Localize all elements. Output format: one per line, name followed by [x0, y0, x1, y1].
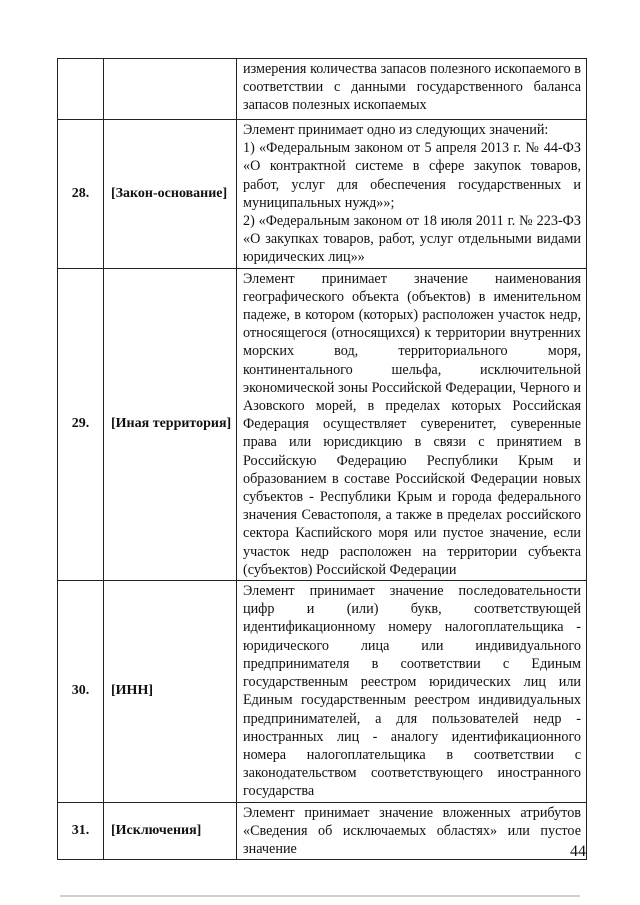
row-name: [ИНН] — [104, 581, 237, 802]
description-paragraph: 2) «Федеральным законом от 18 июля 2011 г. № 223-ФЗ «О закупках товаров, работ, услуг отдельными видами юридических лиц»» — [243, 213, 581, 266]
description-paragraph: Элемент принимает значение последовательности цифр и (или) букв, соответствующей идентификационному номеру налогоплательщика - юридического лица или индивидуального предпринимателя в соответствии с Единым государственным реестром юридических лиц или Единым государственным реестром индивидуальных предпринимателей, а для пользователей недр - иностранных лиц - аналогу идентификационного номера налогоплательщика в соответствии с законодательством соответствующего иностранного государства — [243, 583, 581, 800]
description-paragraph: измерения количества запасов полезного ископаемого в соответствии с данными государственного баланса запасов полезных ископаемых — [243, 61, 581, 114]
table-row — [58, 268, 587, 580]
row-name: [Закон-основание] — [104, 120, 237, 269]
row-description — [237, 59, 587, 120]
row-description — [237, 802, 587, 860]
row-name: [Иная территория] — [104, 268, 237, 580]
row-name — [104, 59, 237, 120]
attributes-table — [57, 58, 587, 860]
row-description — [237, 268, 587, 580]
table-row — [58, 120, 587, 269]
description-paragraph: Элемент принимает значение наименования географического объекта (объектов) в именительном падеже, в котором (которых) расположен участок недр, относящегося (относящихся) к территории внутренних морских вод, территориального моря, континентального шельфа, исключительной экономической зоны Российской Федерации, Черного и Азовского морей, в пределах которых Российская Федерация осуществляет суверенитет, суверенные права или юрисдикцию в связи с принятием в Российскую Федерацию Республики Крым и образованием в составе Российской Федерации новых субъектов - Республики Крым и города федерального значения Севастополя, а также в пределах российского сектора Каспийского моря или пустое значение, если участок недр расположен на территории субъекта (субъектов) Российской Федерации — [243, 270, 581, 578]
row-number: 31. — [58, 802, 104, 860]
table-row — [58, 802, 587, 860]
description-paragraph: Элемент принимает значение вложенных атрибутов «Сведения об исключаемых областях» или пустое значение — [243, 804, 581, 857]
row-description — [237, 120, 587, 269]
page-number: 44 — [570, 843, 586, 860]
table-row — [58, 59, 587, 120]
row-number — [58, 59, 104, 120]
row-number: 29. — [58, 268, 104, 580]
row-number: 30. — [58, 581, 104, 802]
row-number: 28. — [58, 120, 104, 269]
row-name: [Исключения] — [104, 802, 237, 860]
scan-edge-divider — [60, 895, 580, 897]
description-paragraph: Элемент принимает одно из следующих значений: — [243, 122, 549, 138]
table-row — [58, 581, 587, 802]
row-description — [237, 581, 587, 802]
description-paragraph: 1) «Федеральным законом от 5 апреля 2013 г. № 44-ФЗ «О контрактной системе в сфере закупок товаров, работ, услуг для обеспечения государственных и муниципальных нужд»»; — [243, 140, 581, 211]
